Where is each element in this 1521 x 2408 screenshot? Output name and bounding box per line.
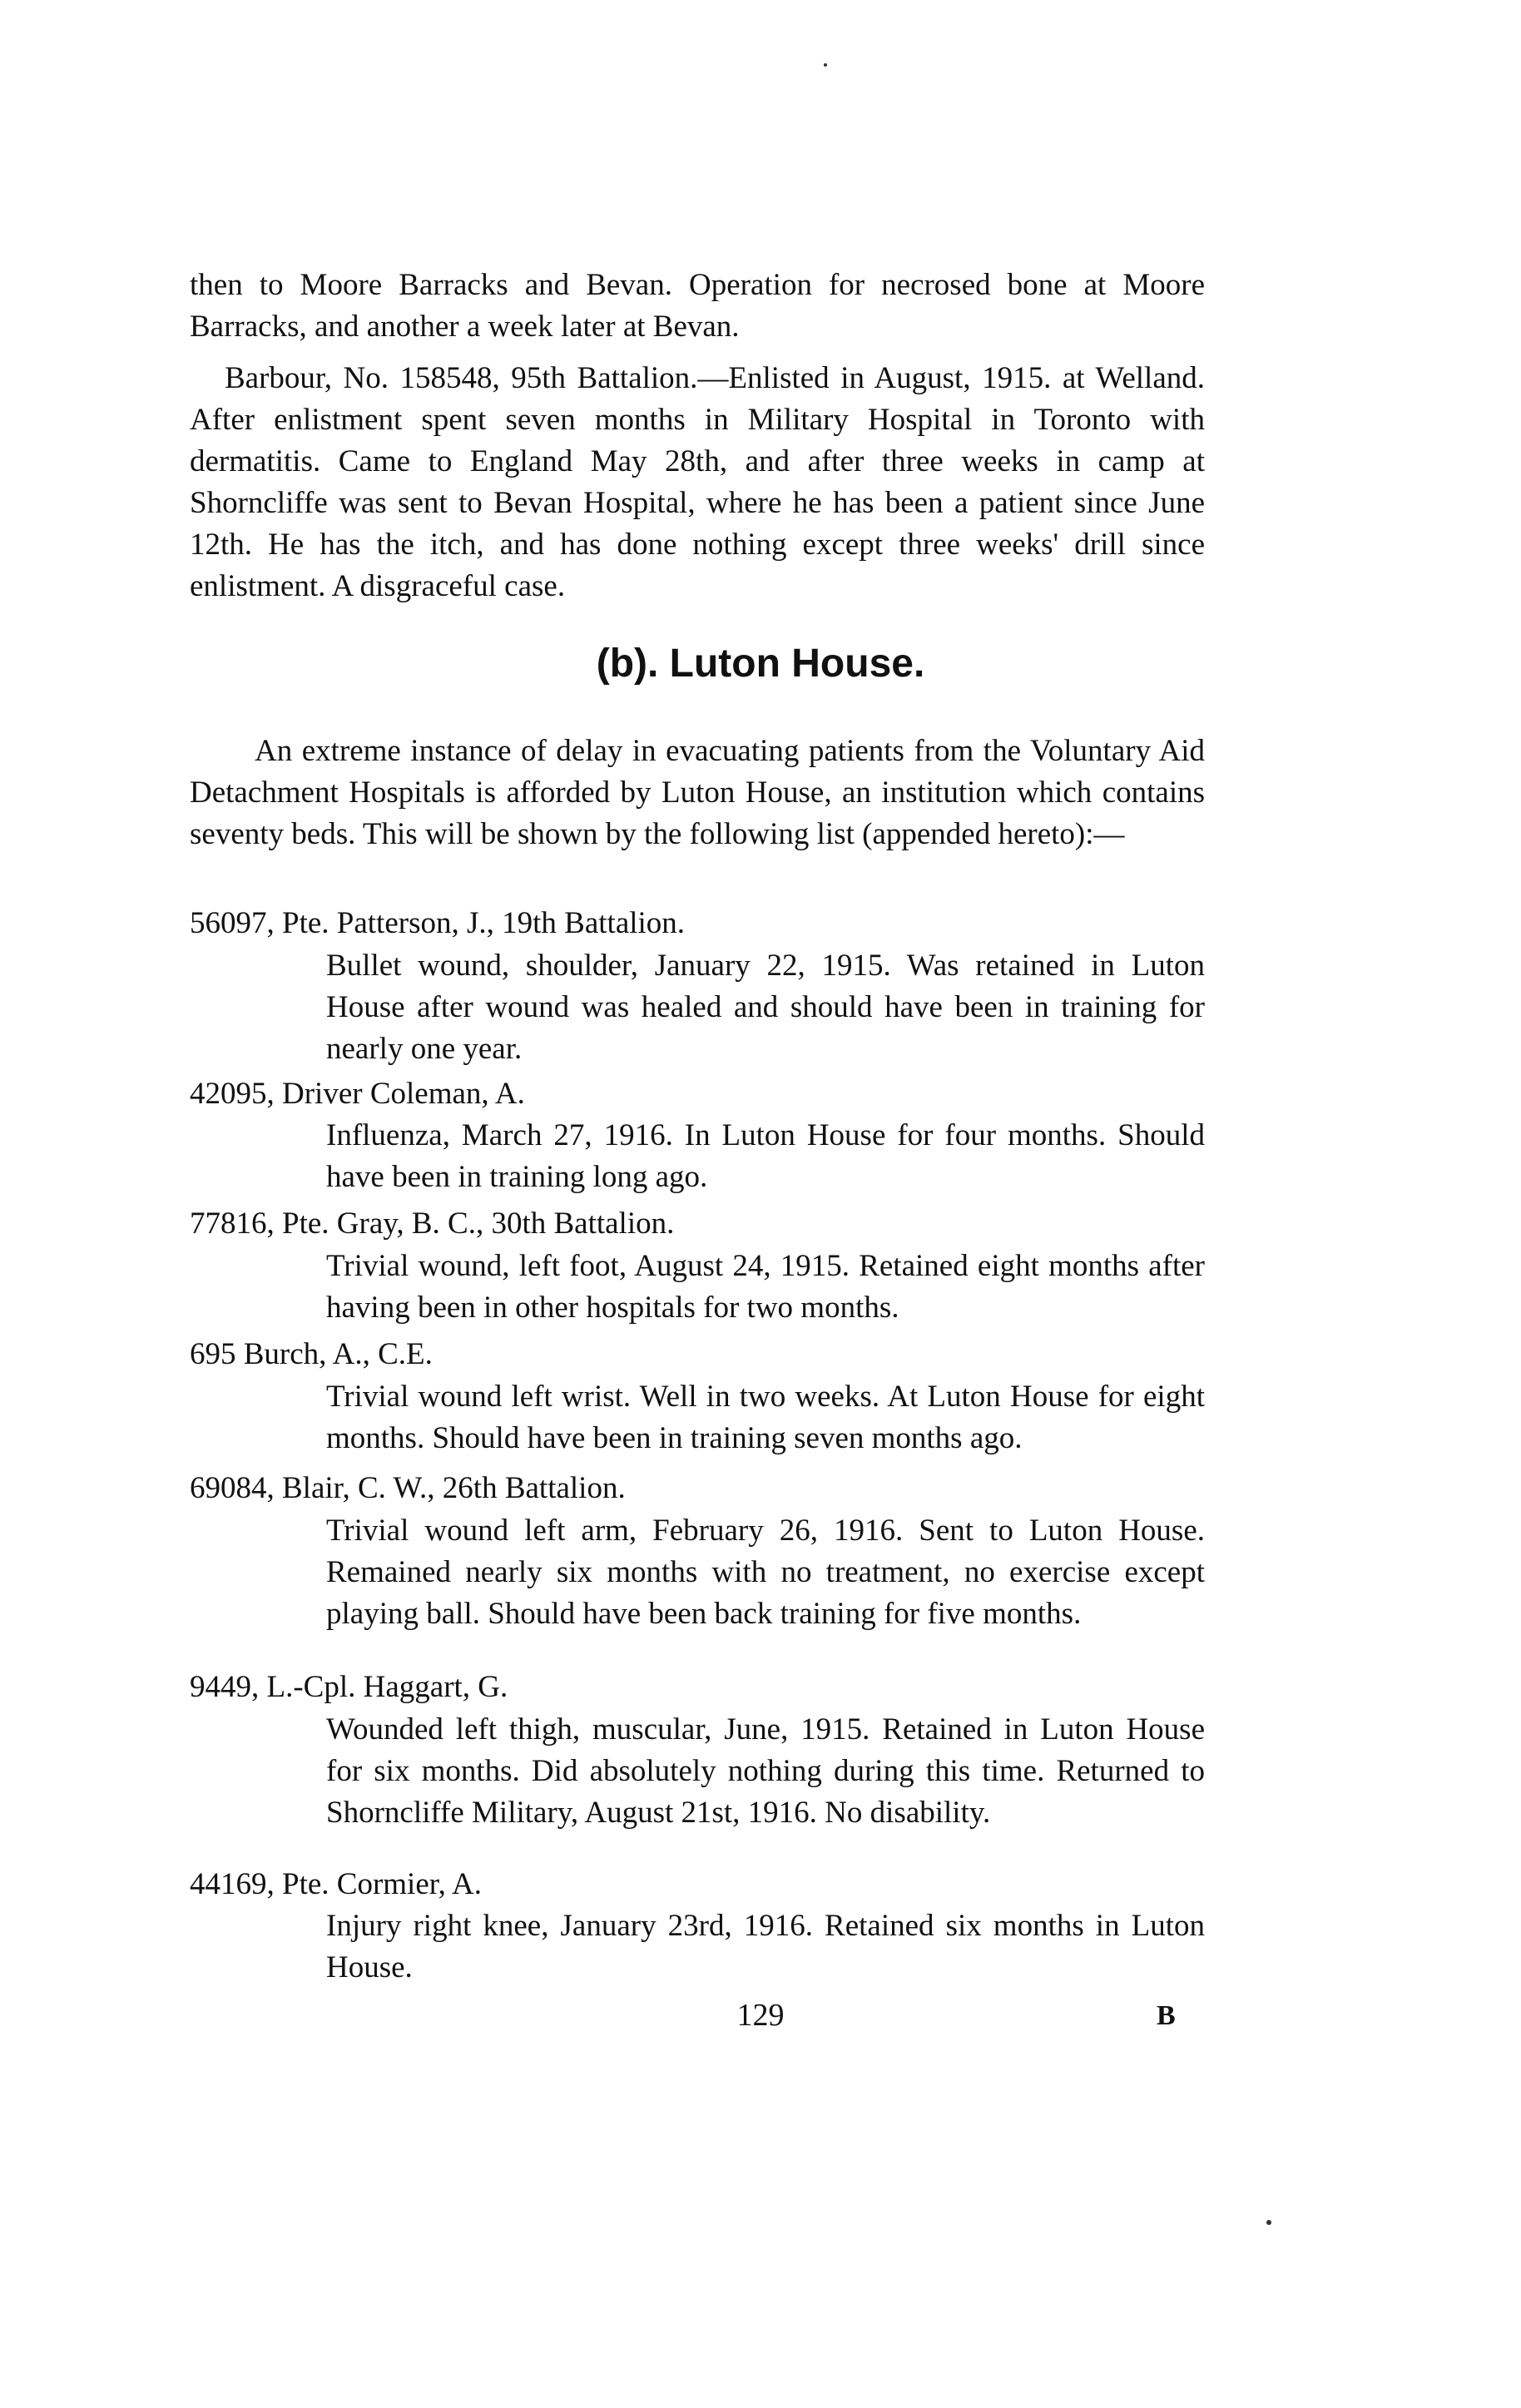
scan-speck [824, 63, 827, 67]
entry-heading: 695 Burch, A., C.E. [190, 1337, 433, 1371]
entry-description: Bullet wound, shoulder, January 22, 1915. Was retained in Luton House after wound was healed and should have been in training for nearly one year. [326, 949, 1205, 1066]
entry-description: Trivial wound, left foot, August 24, 1915. Retained eight months after having been in other hospitals for two months. [326, 1249, 1205, 1325]
entry-heading: 56097, Pte. Patterson, J., 19th Battalion. [190, 906, 686, 940]
entry-description: Trivial wound left arm, February 26, 1916. Sent to Luton House. Remained nearly six months with no treatment, no exercise except playing ball. Should have been back training for five months. [326, 1514, 1205, 1631]
entry-heading: 69084, Blair, C. W., 26th Battalion. [190, 1471, 626, 1505]
page-number: 129 [736, 1998, 785, 2033]
barbour-case-paragraph: Barbour, No. 158548, 95th Battalion.—Enlisted in August, 1915. at Welland. After enlistment spent seven months in Military Hospital in Toronto with dermatitis. Came to England May 28th, and after three weeks in camp at Shorncliffe was sent to Bevan Hospital, where he has been a patient since June 12th. He has the itch, and has done nothing except three weeks' drill since enlistment. A disgraceful case. [190, 361, 1205, 603]
entry-heading: 77816, Pte. Gray, B. C., 30th Battalion. [190, 1206, 675, 1241]
entry-description: Wounded left thigh, muscular, June, 1915. Retained in Luton House for six months. Did absolutely nothing during this time. Returned to Shorncliffe Military, August 21st, 1916. No disability. [326, 1712, 1205, 1830]
continuation-paragraph: then to Moore Barracks and Bevan. Operation for necrosed bone at Moore Barracks, and another a week later at Bevan. [190, 268, 1205, 344]
entry-heading: 9449, L.-Cpl. Haggart, G. [190, 1670, 508, 1704]
entry-heading: 42095, Driver Coleman, A. [190, 1077, 525, 1111]
entry-heading: 44169, Pte. Cormier, A. [190, 1867, 483, 1901]
section-heading: (b). Luton House. [596, 642, 925, 686]
entry-description: Trivial wound left wrist. Well in two weeks. At Luton House for eight months. Should have been in training seven months ago. [326, 1380, 1205, 1455]
scan-speck [1266, 2220, 1271, 2225]
entry-description: Influenza, March 27, 1916. In Luton House for four months. Should have been in training long ago. [326, 1118, 1205, 1194]
signature-mark: B [1157, 2000, 1176, 2031]
luton-intro-paragraph: An extreme instance of delay in evacuating patients from the Voluntary Aid Detachment Hospitals is afforded by Luton House, an institution which contains seventy beds. This will be shown by the following list (appended hereto):— [190, 734, 1205, 851]
entry-description: Injury right knee, January 23rd, 1916. Retained six months in Luton House. [326, 1909, 1205, 1984]
